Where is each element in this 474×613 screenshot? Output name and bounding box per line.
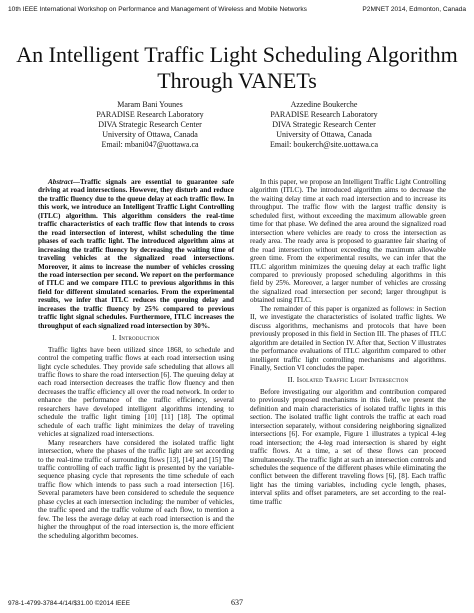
author-block <box>70 100 404 150</box>
author-affiliation: University of Ottawa, Canada <box>102 130 198 139</box>
title-line-1: An Intelligent Traffic Light Scheduling Algorithm <box>16 42 458 67</box>
paragraph: Before investigating our algorithm and contribution compared to previously proposed mechanisms in this field, we present the definition and main characteristics of isolated traffic lights in this section. The isolated traffic light controls the traffic at each road intersection separately, without considering neighboring signalized intersections [6]. For example, Figure 1 illustrates a typical 4-leg road intersection; the 4-leg road intersection is shared by eight traffic flows. At a time, a set of these flows can proceed simultaneously. The traffic light at such an intersection controls and schedules the sequence of the different phases while eliminating the conflict between the different traveling flows [6], [8]. Each traffic light has the timing variables, including cycle length, phases, interval splits and offset parameters, are set according to the real-time traffic <box>250 387 446 506</box>
abstract-label: Abstract <box>48 178 73 186</box>
author-email: Email: mbani047@uottawa.ca <box>101 140 199 149</box>
header-venue: 10th IEEE International Workshop on Performance and Management of Wireless and Mobile Networks <box>8 6 307 13</box>
header-conference: P2MNET 2014, Edmonton, Canada <box>362 6 466 13</box>
section-heading-introduction: I. Introduction <box>112 334 160 343</box>
author-1 <box>70 100 230 150</box>
copyright-line: 978-1-4799-3784-4/14/$31.00 ©2014 IEEE <box>8 600 130 607</box>
author-affiliation: DIVA Strategic Research Center <box>98 120 202 129</box>
paragraph: In this paper, we propose an Intelligent Traffic Light Controlling algorithm (ITLC). The introduced algorithm aims to decrease the the waiting delay time at each road intersection and to increase its throughput. The traffic flow with the largest traffic density is scheduled first, without exceeding the maximum allowable green time for that phase. We defined the area around the signalized road intersection where vehicles are ready to cross the intersection as ready area. The ready area is proposed to guarantee fair sharing of the road intersection without exceeding the maximum allowable green time. From the experimental results, we can infer that the ITLC algorithm minimizes the queuing delay at each traffic light compared to previously proposed scheduling algorithms in this field by 25%. Moreover, a larger number of vehicles are crossing the signalized road intersection per second; larger throughput is obtained using ITLC. <box>250 178 446 305</box>
page-number: 637 <box>231 598 243 607</box>
author-affiliation: PARADISE Research Laboratory <box>96 110 204 119</box>
title-line-2: Through VANETs <box>157 68 317 93</box>
paragraph: Many researchers have considered the isolated traffic light intersection, where the phases of the traffic light are set according to the real-time traffic of surrounding flows [13], [14] and [15] The traffic controlling of each traffic light is presented by the variable-sequence phasing cycle that represents the time schedule of each traffic flow which intends to pass such a road intersection [16]. Several parameters have been considered to schedule the sequence phase cycles at each intersection including: the number of vehicles, the traffic speed and the traffic volume of each flow, to mention a few. The less the average delay at each road intersection is and the higher the throughput of the road intersection is, the more efficient the scheduling algorithm becomes. <box>38 438 234 540</box>
running-header <box>8 6 466 13</box>
author-affiliation: DIVA Strategic Research Center <box>272 120 376 129</box>
abstract <box>38 178 234 330</box>
left-column <box>38 178 234 540</box>
author-affiliation: PARADISE Research Laboratory <box>270 110 378 119</box>
right-column <box>250 178 446 506</box>
author-name: Maram Bani Younes <box>117 100 183 109</box>
author-email: Email: boukerch@site.uottawa.ca <box>270 140 378 149</box>
paper-title <box>0 42 474 94</box>
abstract-text: —Traffic signals are essential to guarantee safe driving at road intersections. However, they disturb and reduce the traffic fluency due to the queue delay at each traffic flow. In this work, we introduce an Intelligent Traffic Light Controlling (ITLC) algorithm. This algorithm considers the real-time traffic characteristics of each traffic flow that intends to cross the road intersection of interest, whilst scheduling the time phases of each traffic light. The introduced algorithm aims at increasing the traffic fluency by decreasing the waiting time of traveling vehicles at the signalized road intersections. Moreover, it aims to increase the number of vehicles crossing the road intersection per second. We report on the performance of ITLC and we compare ITLC to previous algorithms in this field for different simulated scenarios. From the experimental results, we infer that ITLC reduces the queuing delay and increases the traffic fluency by 25% compared to previous traffic light signal schedules. Furthermore, ITLC increases the throughput of each signalized road intersection by 30%. <box>38 178 234 330</box>
paragraph: The remainder of this paper is organized as follows: in Section II, we investigate the characteristics of isolated traffic lights. We discuss algorithms, mechanisms and protocols that have been previously proposed in this field in Section III. The phases of ITLC algorithm are detailed in Section IV. After that, Section V illustrates the performance evaluations of ITLC algorithm compared to other intelligent traffic light controlling mechanisms and algorithms. Finally, Section VI concludes the paper. <box>250 304 446 372</box>
author-name: Azzedine Boukerche <box>290 100 358 109</box>
author-affiliation: University of Ottawa, Canada <box>276 130 372 139</box>
page-footer <box>8 600 466 607</box>
author-2 <box>244 100 404 150</box>
section-heading-isolated-traffic-light: II. Isolated Traffic Light Intersection <box>287 376 409 385</box>
paragraph: Traffic lights have been utilized since 1868, to schedule and control the competing traffic flows at each road intersection using light cycle schedules. They provide safe scheduling that allows all traffic flows to share the road intersection [6]. The queuing delay at each road intersection decreases the traffic flow fluency and then decreases the traffic efficiency all over the road network. In order to enhance the performance of the traffic efficiency, several researchers have developed intelligent algorithms intending to schedule the traffic light timing [10] [11] [18]. The optimal schedule of each traffic light minimizes the delay of traveling vehicles at signalized road intersections. <box>38 345 234 439</box>
